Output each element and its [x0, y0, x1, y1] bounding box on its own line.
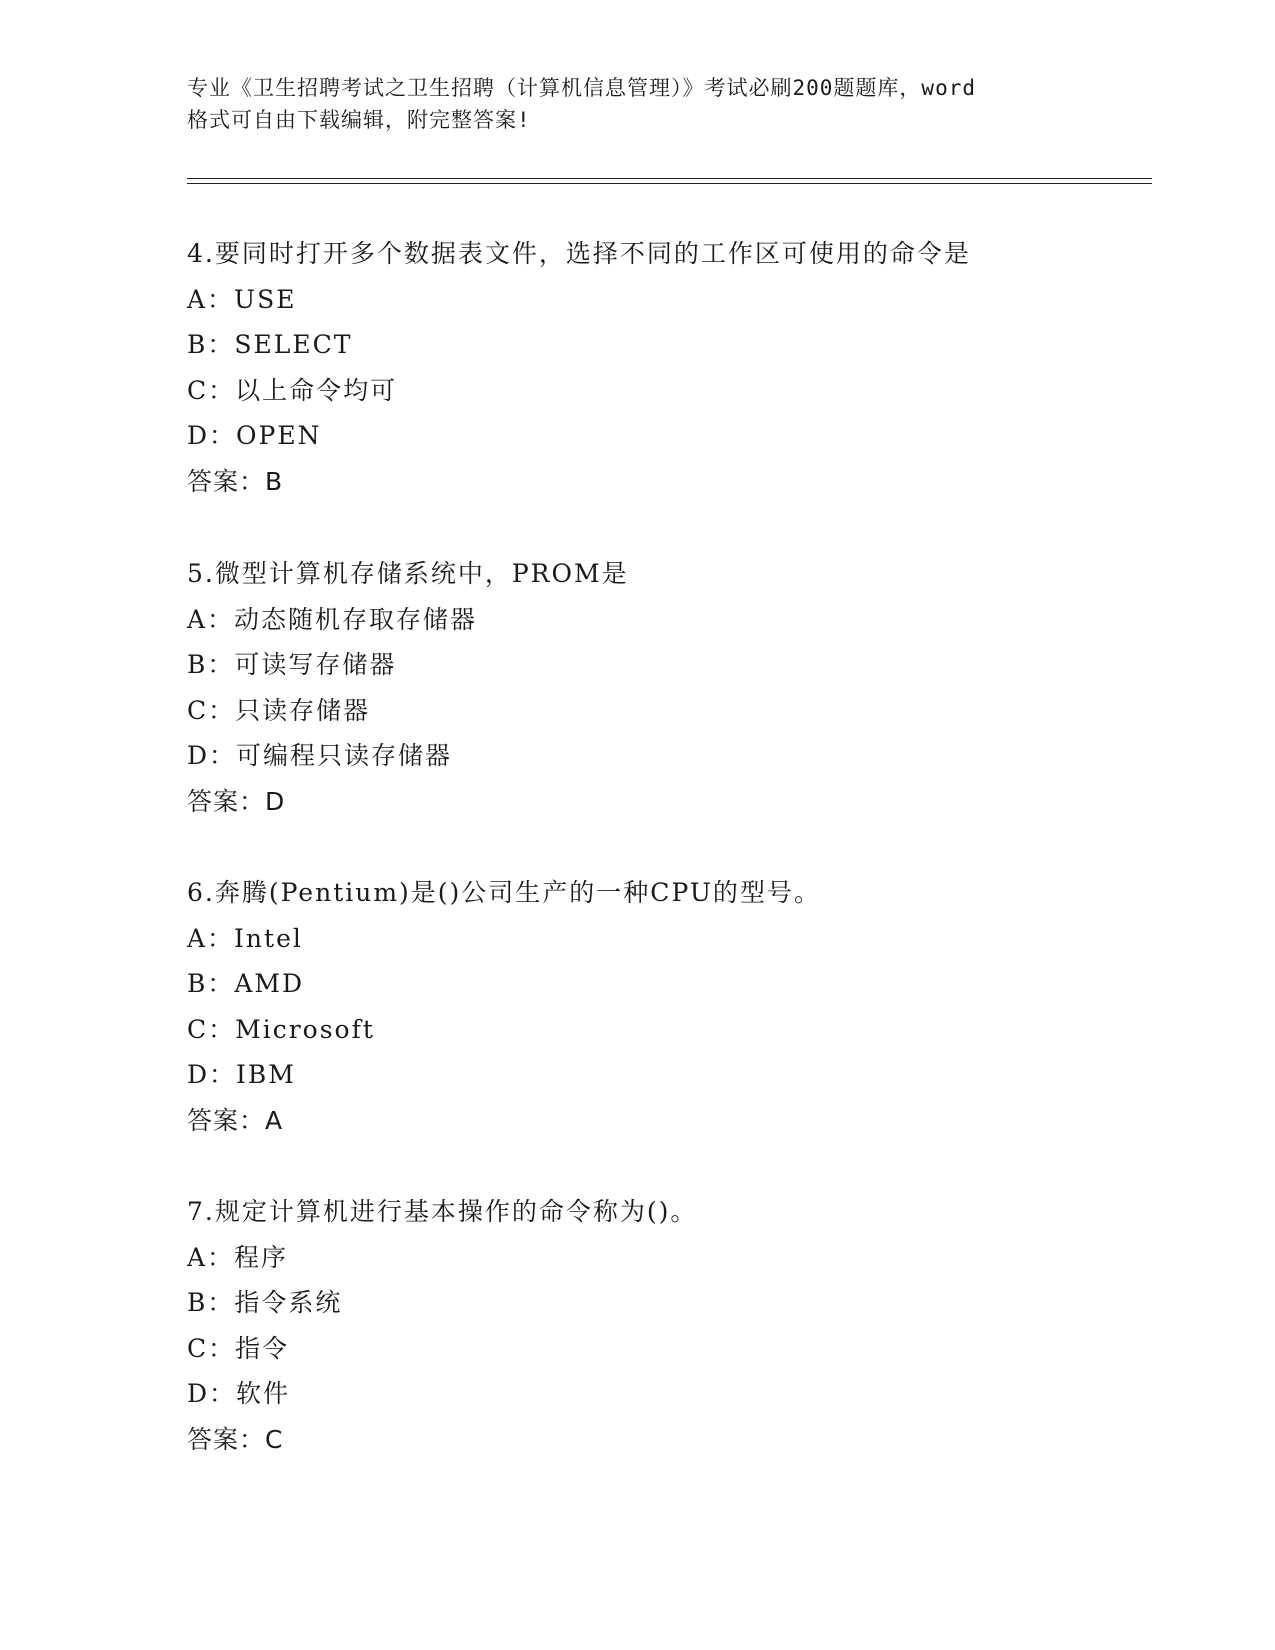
question-text: 5.微型计算机存储系统中，PROM是: [187, 559, 629, 588]
answer-line: 答案：B: [187, 466, 284, 496]
header-divider-bottom: [187, 183, 1152, 184]
header-line-2: 格式可自由下载编辑，附完整答案!: [187, 108, 531, 132]
option-a: A：程序: [187, 1242, 289, 1272]
option-b: B：SELECT: [187, 330, 353, 359]
option-b: B：指令系统: [187, 1288, 343, 1317]
option-a: A：动态随机存取存储器: [187, 604, 478, 634]
answer-line: 答案：A: [187, 1105, 284, 1135]
option-d: D：软件: [187, 1379, 291, 1408]
question-text: 7.规定计算机进行基本操作的命令称为()。: [187, 1197, 698, 1226]
question-block-5: [187, 551, 1167, 824]
option-b: B：可读写存储器: [187, 650, 397, 679]
header-line-1: 专业《卫生招聘考试之卫生招聘（计算机信息管理）》考试必刷200题题库，word: [187, 76, 976, 100]
option-a: A：USE: [187, 284, 297, 314]
option-a: A：Intel: [187, 923, 303, 953]
question-block-6: [187, 870, 1167, 1143]
option-c: C：Microsoft: [187, 1014, 375, 1044]
option-c: C：只读存储器: [187, 695, 371, 725]
question-block-4: [187, 231, 1167, 504]
answer-line: 答案：D: [187, 786, 286, 816]
option-d: D：可编程只读存储器: [187, 741, 453, 770]
option-c: C：以上命令均可: [187, 375, 398, 405]
document-header: [187, 72, 1087, 136]
question-block-7: [187, 1189, 1167, 1462]
answer-line: 答案：C: [187, 1424, 284, 1454]
option-d: D：OPEN: [187, 421, 322, 450]
option-d: D：IBM: [187, 1060, 296, 1089]
question-text: 6.奔腾(Pentium)是()公司生产的一种CPU的型号。: [187, 878, 821, 907]
option-b: B：AMD: [187, 969, 305, 998]
header-divider-top: [187, 178, 1152, 179]
question-text: 4.要同时打开多个数据表文件，选择不同的工作区可使用的命令是: [187, 239, 971, 268]
option-c: C：指令: [187, 1333, 290, 1363]
